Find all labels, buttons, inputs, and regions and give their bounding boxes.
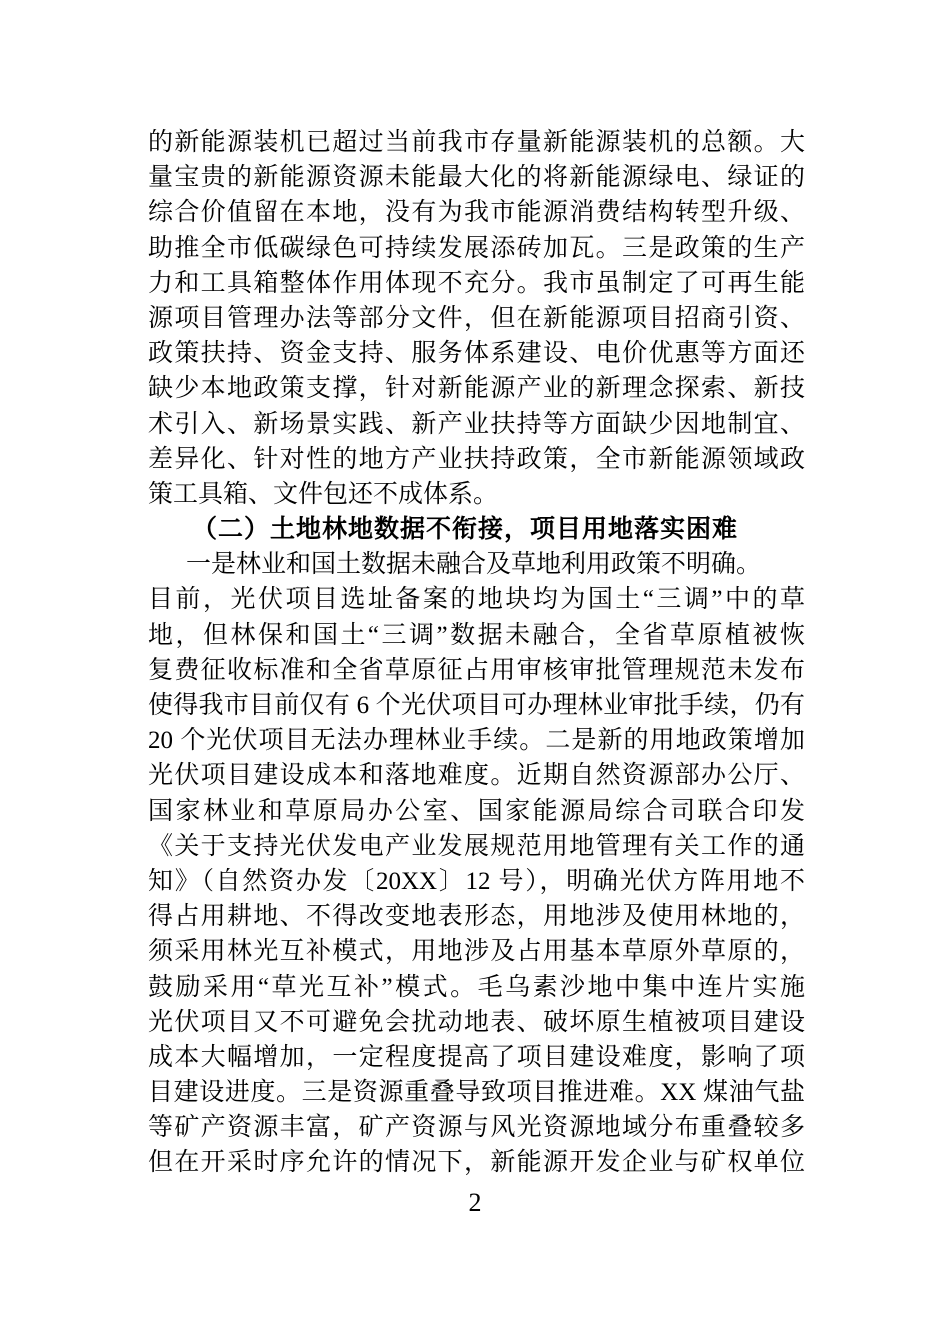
text-line: 使得我市目前仅有 6 个光伏项目可办理林业审批手续，仍有 <box>148 692 805 719</box>
text-line: 缺少本地政策支撑，针对新能源产业的新理念探索、新技 <box>148 375 805 403</box>
text-line: 光伏项目又不可避免会扰动地表、破坏原生植被项目建设 <box>148 1008 805 1036</box>
text-line: 复费征收标准和全省草原征占用审核审批管理规范未发布 <box>148 656 805 684</box>
text-line: 20 个光伏项目无法办理林业手续。二是新的用地政策增加 <box>148 727 805 755</box>
text-line: 差异化、针对性的地方产业扶持政策，全市新能源领域政 <box>148 445 805 473</box>
text-line: 目建设进度。三是资源重叠导致项目推进难。XX 煤油气盐 <box>148 1079 805 1107</box>
text-line: 光伏项目建设成本和落地难度。近期自然资源部办公厅、 <box>148 762 805 790</box>
text-line: 鼓励采用“草光互补”模式。毛乌素沙地中集中连片实施 <box>148 973 805 1001</box>
text-line: 知》（自然资办发〔20XX〕12 号），明确光伏方阵用地不 <box>148 867 805 895</box>
text-line: 助推全市低碳绿色可持续发展添砖加瓦。三是政策的生产 <box>148 234 805 262</box>
page-number: 2 <box>468 1188 482 1217</box>
text-line: 力和工具箱整体作用体现不充分。我市虽制定了可再生能 <box>148 269 805 297</box>
text-line: 目前，光伏项目选址备案的地块均为国土“三调”中的草 <box>148 586 805 614</box>
text-line: 策工具箱、文件包还不成体系。 <box>148 480 499 508</box>
text-line: 成本大幅增加，一定程度提高了项目建设难度，影响了项 <box>148 1043 805 1071</box>
text-line: 术引入、新场景实践、新产业扶持等方面缺少因地制宜、 <box>148 410 805 438</box>
text-line: 等矿产资源丰富，矿产资源与风光资源地域分布重叠较多 <box>148 1114 805 1142</box>
text-line: 得占用耕地、不得改变地表形态，用地涉及使用林地的， <box>148 903 805 931</box>
text-line: 《关于支持光伏发电产业发展规范用地管理有关工作的通 <box>148 832 805 860</box>
text-line: 综合价值留在本地，没有为我市能源消费结构转型升级、 <box>148 199 805 227</box>
text-line: 一是林业和国土数据未融合及草地利用政策不明确。 <box>186 551 762 579</box>
section-heading: （二）土地林地数据不衔接，项目用地落实困难 <box>192 516 739 544</box>
text-line: 须采用林光互补模式，用地涉及占用基本草原外草原的， <box>148 938 805 966</box>
text-line: 的新能源装机已超过当前我市存量新能源装机的总额。大 <box>148 129 805 156</box>
text-line: 政策扶持、资金支持、服务体系建设、电价优惠等方面还 <box>148 340 805 368</box>
text-line: 量宝贵的新能源资源未能最大化的将新能源绿电、绿证的 <box>148 164 805 192</box>
text-line: 国家林业和草原局办公室、国家能源局综合司联合印发 <box>148 797 805 825</box>
text-line: 但在开采时序允许的情况下，新能源开发企业与矿权单位 <box>148 1149 805 1177</box>
document-body <box>148 125 805 1181</box>
text-line: 地，但林保和国土“三调”数据未融合，全省草原植被恢 <box>148 621 805 649</box>
text-line: 源项目管理办法等部分文件，但在新能源项目招商引资、 <box>148 304 805 332</box>
